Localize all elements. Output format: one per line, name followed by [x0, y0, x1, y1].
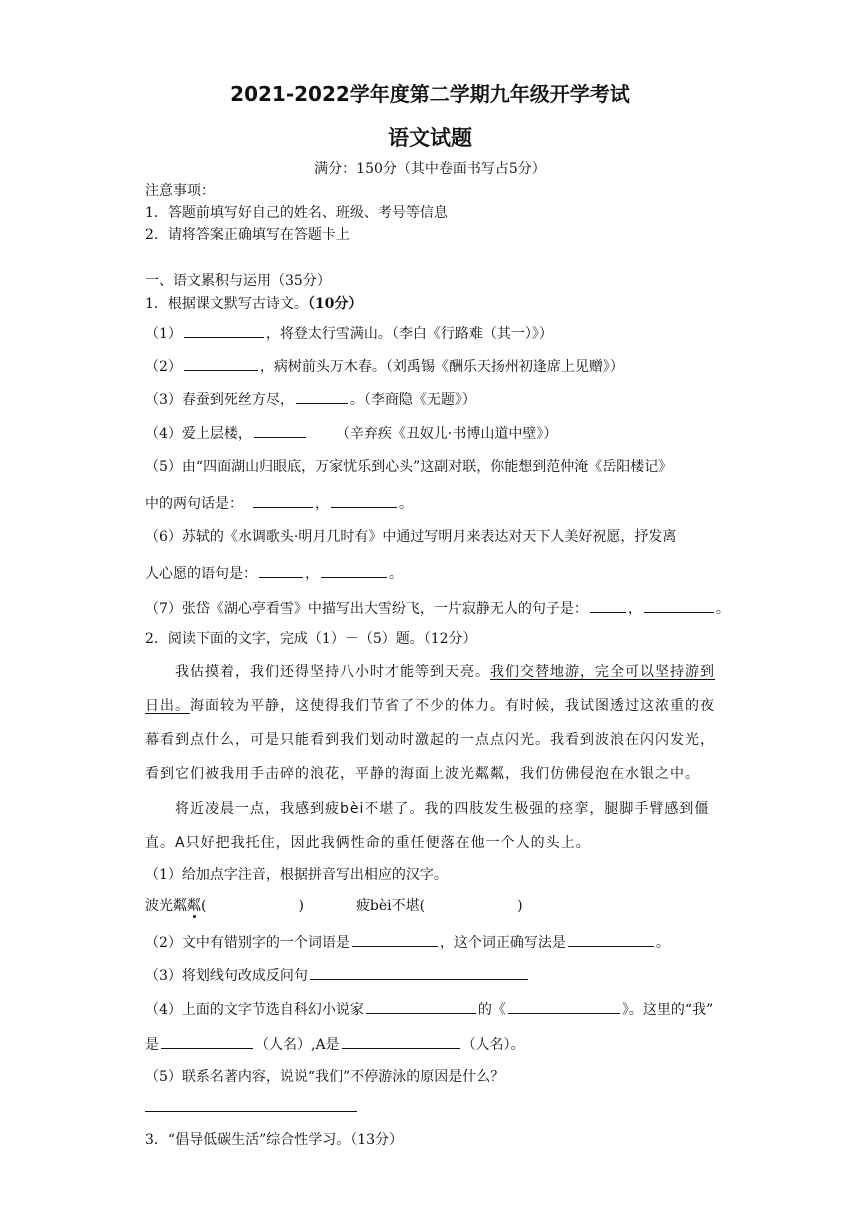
passage-line: 将近凌晨一点，我感到疲bèi不堪了。我的四肢发生极强的痉挛，腿脚手臂感到僵	[175, 801, 710, 817]
q1-item-1: （1） ，将登太行雪满山。（李白《行路难（其一）》）	[145, 323, 553, 343]
score-note: 满分：150分（其中卷面书写占5分）	[314, 161, 546, 177]
answer-blank[interactable]	[259, 563, 303, 578]
answer-blank[interactable]	[254, 423, 306, 438]
answer-blank[interactable]	[253, 493, 313, 508]
q1-stem: 1．根据课文默写古诗文。（10分）	[145, 296, 363, 312]
dotted-character: 粼	[187, 898, 201, 914]
q2-sub-4: （4）上面的文字节选自科幻小说家 的《 》。这里的“我”	[145, 999, 713, 1019]
answer-blank[interactable]	[161, 1034, 253, 1049]
q2-sub-2: （2）文中有错别字的一个词语是 ，这个词正确写法是 。	[145, 932, 670, 952]
passage-line: 日出。海面较为平静，这使得我们节省了不少的体力。有时候，我试图透过这浓重的夜	[145, 698, 715, 714]
q1-item-3: （3）春蚕到死丝方尽， 。（李商隐《无题》）	[145, 389, 476, 409]
notice-item-2: 2．请将答案正确填写在答题卡上	[145, 227, 350, 243]
answer-line[interactable]	[145, 1111, 357, 1112]
notice-item-1: 1．答题前填写好自己的姓名、班级、考号等信息	[145, 205, 448, 221]
exam-subtitle: 语文试题	[388, 126, 472, 150]
answer-blank[interactable]	[296, 389, 348, 404]
q1-item-5-cont: 中的两句话是： ， 。	[145, 493, 413, 513]
underlined-sentence: 我们交替地游，完全可以坚持游到	[490, 664, 715, 680]
answer-blank[interactable]	[568, 932, 654, 947]
answer-blank[interactable]	[321, 563, 387, 578]
passage-line: 幕看到点什么，可是只能看到我们划动时激起的一点点闪光。我看到波浪在闪闪发光，	[145, 732, 715, 748]
q1-item-4: （4）爱上层楼， （辛弃疾《丑奴儿·书博山道中壁》）	[145, 423, 557, 443]
notice-heading: 注意事项：	[145, 183, 215, 199]
passage-line: 直。A只好把我托住，因此我俩性命的重任便落在他一个人的头上。	[145, 835, 591, 851]
answer-blank[interactable]	[508, 999, 620, 1014]
q2-stem: 2．阅读下面的文字，完成（1）－（5）题。（12分）	[145, 631, 477, 647]
answer-blank[interactable]	[366, 999, 476, 1014]
q2-sub-5: （5）联系名著内容，说说“我们”不停游泳的原因是什么？	[145, 1069, 505, 1085]
q1-item-6-cont: 人心愿的语句是： ， 。	[145, 563, 403, 583]
q1-item-7: （7）张岱《湖心亭看雪》中描写出大雪纷飞，一片寂静无人的句子是： ， 。	[145, 598, 730, 618]
answer-blank[interactable]	[352, 932, 438, 947]
q2-sub-3: （3）将划线句改成反问句	[145, 965, 530, 985]
exam-title: 2021-2022学年度第二学期九年级开学考试	[230, 82, 630, 106]
q1-item-5: （5）由“四面湖山归眼底，万家忧乐到心头”这副对联，你能想到范仲淹《岳阳楼记》	[145, 459, 673, 475]
underlined-sentence: 日出。	[145, 698, 190, 714]
q2-sub-4-cont: 是 （人名）,A是 （人名）。	[145, 1034, 525, 1054]
passage-line: 看到它们被我用手击碎的浪花，平静的海面上波光粼粼，我们仿佛侵泡在水银之中。	[145, 766, 700, 782]
answer-blank[interactable]	[342, 1034, 460, 1049]
answer-blank[interactable]	[590, 598, 626, 613]
answer-blank[interactable]	[310, 965, 528, 980]
q3-stem: 3．“倡导低碳生活”综合性学习。（13分）	[145, 1132, 404, 1148]
passage-line: 我估摸着，我们还得坚持八小时才能等到天亮。我们交替地游，完全可以坚持游到	[175, 664, 715, 680]
q2-sub-1: （1）给加点字注音，根据拼音写出相应的汉字。	[145, 867, 448, 883]
section1-heading: 一、语文累积与运用（35分）	[145, 273, 331, 289]
q1-item-6: （6）苏轼的《水调歌头·明月几时有》中通过写明月来表达对天下人美好祝愿，抒发离	[145, 529, 677, 545]
q1-item-2: （2） ，病树前头万木春。（刘禹锡《酬乐天扬州初逢席上见赠》）	[145, 356, 624, 376]
answer-blank[interactable]	[184, 323, 264, 338]
q2-sub-1-answer: 波光粼粼( ) 疲bèi不堪( )	[145, 898, 523, 914]
answer-blank[interactable]	[331, 493, 397, 508]
answer-blank[interactable]	[644, 598, 714, 613]
answer-blank[interactable]	[184, 356, 258, 371]
